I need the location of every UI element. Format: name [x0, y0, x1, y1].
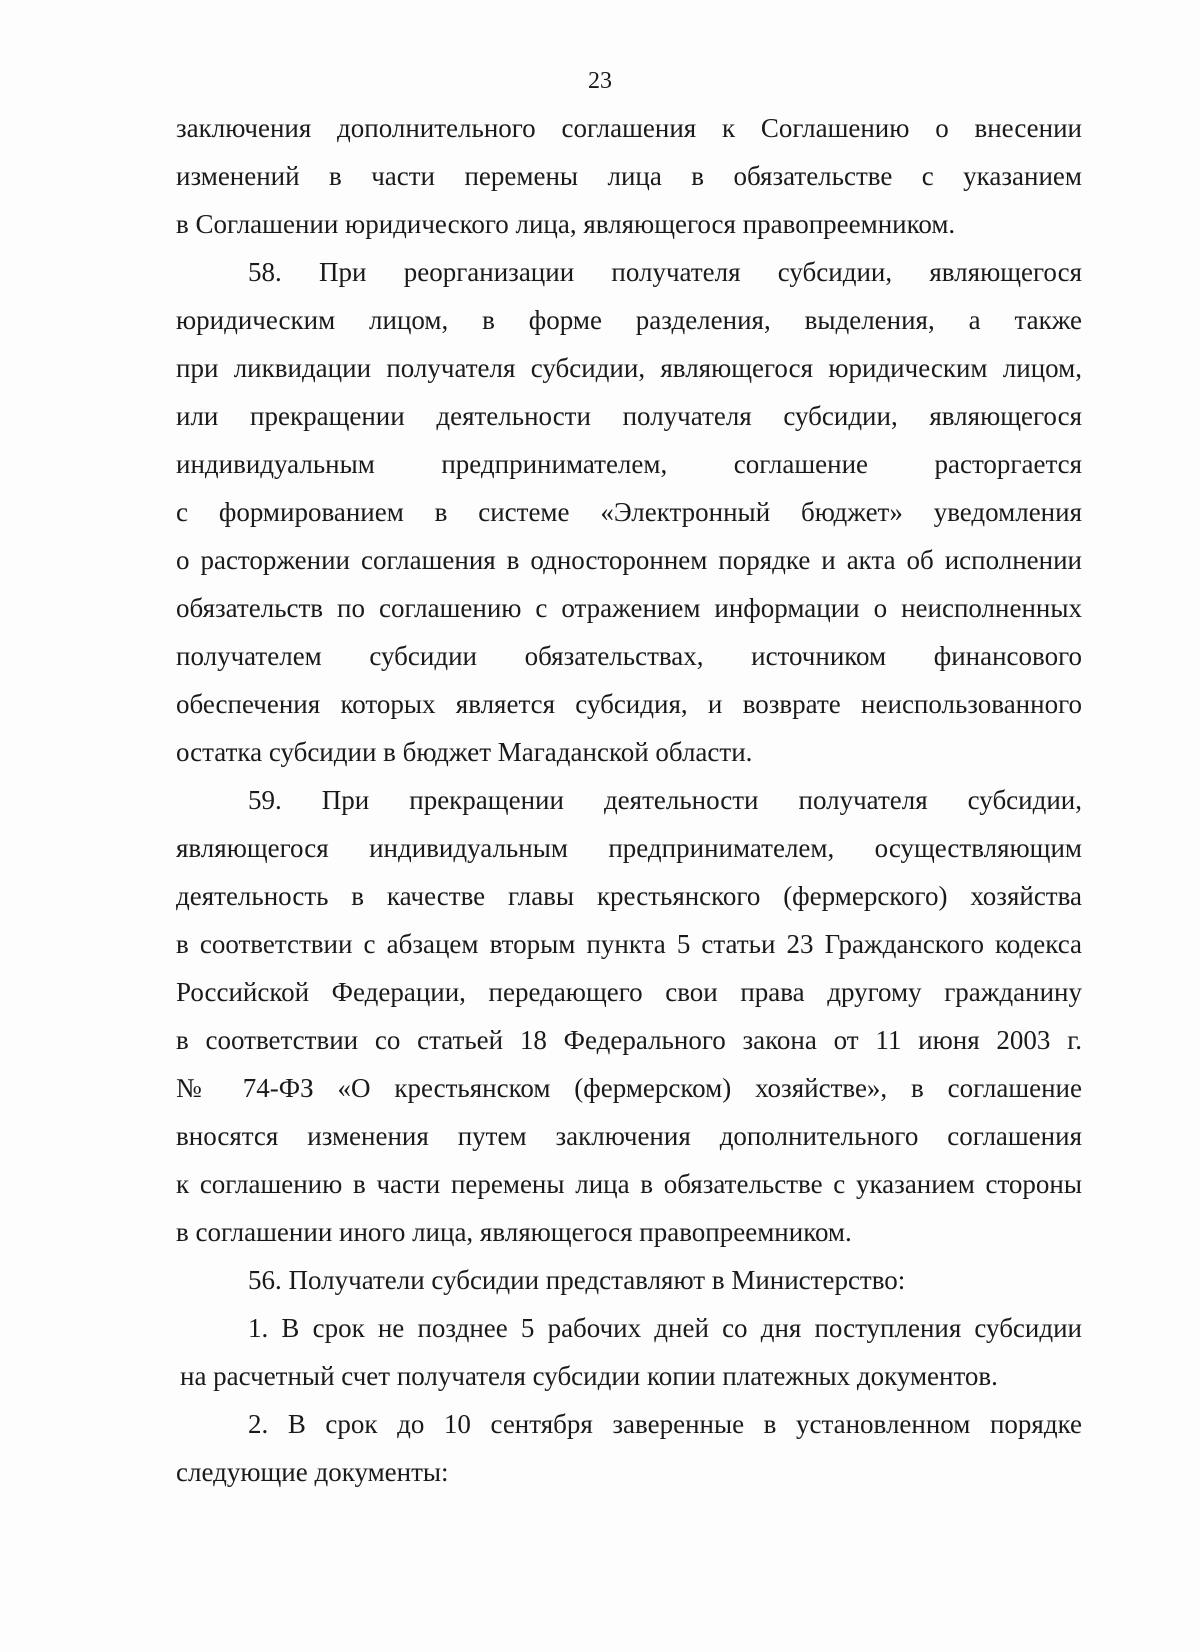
paragraph-continuation: [176, 104, 1082, 248]
text-line: вносятся изменения путем заключения дополнительного соглашения: [176, 1121, 1082, 1151]
text-line: на расчетный счет получателя субсидии копии платежных документов.: [180, 1361, 998, 1391]
text-line: в Соглашении юридического лица, являющегося правопреемником.: [176, 209, 956, 239]
text-line: деятельность в качестве главы крестьянского (фермерского) хозяйства: [176, 881, 1082, 911]
text-line: к соглашению в части перемены лица в обязательстве с указанием стороны: [176, 1169, 1082, 1199]
text-line: являющегося индивидуальным предпринимателем, осуществляющим: [176, 833, 1082, 863]
page-number: 23: [588, 68, 612, 94]
text-line: 56. Получатели субсидии представляют в Министерство:: [248, 1265, 906, 1295]
text-line: индивидуальным предпринимателем, соглашение расторгается: [176, 449, 1082, 479]
text-line: № 74-ФЗ «О крестьянском (фермерском) хозяйстве», в соглашение: [176, 1073, 1082, 1103]
text-line: в соглашении иного лица, являющегося правопреемником.: [176, 1217, 852, 1247]
text-line: о расторжении соглашения в одностороннем порядке и акта об исполнении: [176, 545, 1082, 575]
document-body: [176, 104, 1082, 1496]
text-line: или прекращении деятельности получателя субсидии, являющегося: [176, 401, 1082, 431]
text-line: юридическим лицом, в форме разделения, выделения, а также: [176, 305, 1082, 335]
paragraph-58: [176, 248, 1082, 776]
text-line: 1. В срок не позднее 5 рабочих дней со дня поступления субсидии: [248, 1313, 1082, 1343]
text-line: при ликвидации получателя субсидии, являющегося юридическим лицом,: [176, 353, 1082, 383]
text-line: в соответствии с абзацем вторым пункта 5 статьи 23 Гражданского кодекса: [176, 929, 1082, 959]
text-line: остатка субсидии в бюджет Магаданской области.: [176, 737, 753, 767]
text-line: заключения дополнительного соглашения к Соглашению о внесении: [176, 113, 1082, 143]
text-line: 59. При прекращении деятельности получателя субсидии,: [248, 785, 1082, 815]
list-item-1: [176, 1304, 1082, 1400]
paragraph-56: [176, 1256, 1082, 1304]
text-line: 2. В срок до 10 сентября заверенные в установленном порядке: [248, 1409, 1082, 1439]
text-line: в соответствии со статьей 18 Федерального закона от 11 июня 2003 г.: [176, 1025, 1082, 1055]
text-line: изменений в части перемены лица в обязательстве с указанием: [176, 161, 1082, 191]
text-line: с формированием в системе «Электронный бюджет» уведомления: [176, 497, 1082, 527]
list-item-2: [176, 1400, 1082, 1496]
text-line: обязательств по соглашению с отражением информации о неисполненных: [176, 593, 1082, 623]
paragraph-59: [176, 776, 1082, 1256]
text-line: следующие документы:: [176, 1457, 449, 1487]
text-line: Российской Федерации, передающего свои права другому гражданину: [176, 977, 1082, 1007]
text-line: обеспечения которых является субсидия, и возврате неиспользованного: [176, 689, 1082, 719]
text-line: получателем субсидии обязательствах, источником финансового: [176, 641, 1082, 671]
text-line: 58. При реорганизации получателя субсидии, являющегося: [248, 257, 1082, 287]
